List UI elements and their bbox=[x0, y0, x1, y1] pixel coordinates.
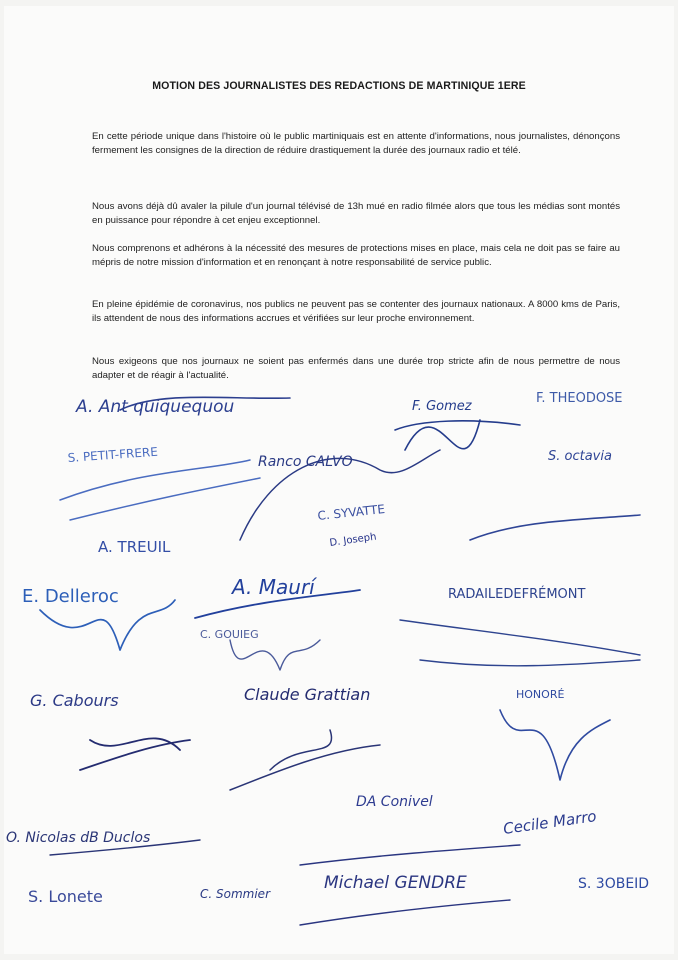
signature-14: G. Cabours bbox=[30, 691, 119, 710]
signature-17: DA Conivel bbox=[356, 794, 433, 810]
signature-23: S. 3OBEID bbox=[578, 876, 650, 892]
signature-4: S. PETIT-FRERE bbox=[67, 444, 159, 465]
signature-21: C. Sommier bbox=[200, 887, 270, 901]
signature-15: Claude Grattian bbox=[244, 685, 371, 704]
signature-2: F. Gomez bbox=[412, 399, 472, 414]
signature-11: A. Maurí bbox=[232, 575, 315, 599]
page-title: MOTION DES JOURNALISTES DES REDACTIONS DE MARTINIQUE 1ERE bbox=[152, 80, 526, 92]
signature-13: C. GOUIEG bbox=[200, 628, 259, 641]
signature-6: S. octavia bbox=[548, 449, 612, 464]
paragraph-3: Nous comprenons et adhérons à la nécessité des mesures de protections mises en place, mais cela ne doit pas se faire au mépris de notre mission d'information et en renonçant à notre responsabilité de service public. bbox=[92, 243, 620, 269]
signature-12: RADAILEDEFRÉMONT bbox=[448, 587, 586, 602]
paragraph-2: Nous avons déjà dû avaler la pilule d'un journal télévisé de 13h mué en radio filmée alors que tous les médias sont montés en puissance pour répondre à cet enjeu exceptionnel. bbox=[92, 201, 620, 227]
paragraph-5: Nous exigeons que nos journaux ne soient pas enfermés dans une durée trop stricte afin de nous permettre de nous adapter et de réagir à l'actualité. bbox=[92, 356, 620, 382]
signature-1: A. Ant quiquequou bbox=[76, 397, 235, 417]
signature-16: HONORÉ bbox=[516, 688, 565, 701]
paragraph-1: En cette période unique dans l'histoire où le public martiniquais est en attente d'informations, nous journalistes, dénonçons fermement les consignes de la direction de réduire drastiquement la durée des journaux radio et télé. bbox=[92, 131, 620, 157]
signature-7: C. SYVATTE bbox=[316, 501, 386, 523]
signature-19: O. Nicolas dB Duclos bbox=[6, 830, 151, 846]
signature-20: S. Lonete bbox=[28, 887, 103, 906]
signature-8: D. Joseph bbox=[328, 531, 378, 549]
signature-22: Michael GENDRE bbox=[324, 873, 467, 893]
signature-18: Cecile Marro bbox=[502, 807, 598, 838]
signature-5: Ranco CALVO bbox=[258, 454, 353, 470]
paragraph-4: En pleine épidémie de coronavirus, nos publics ne peuvent pas se contenter des journaux nationaux. A 8000 kms de Paris, ils attendent de nous des informations accrues et vérifiées sur leur proche environnement. bbox=[92, 299, 620, 325]
signature-9: A. TREUIL bbox=[98, 538, 171, 556]
signature-3: F. THEODOSE bbox=[536, 391, 623, 406]
signature-10: E. Delleroc bbox=[22, 586, 119, 607]
